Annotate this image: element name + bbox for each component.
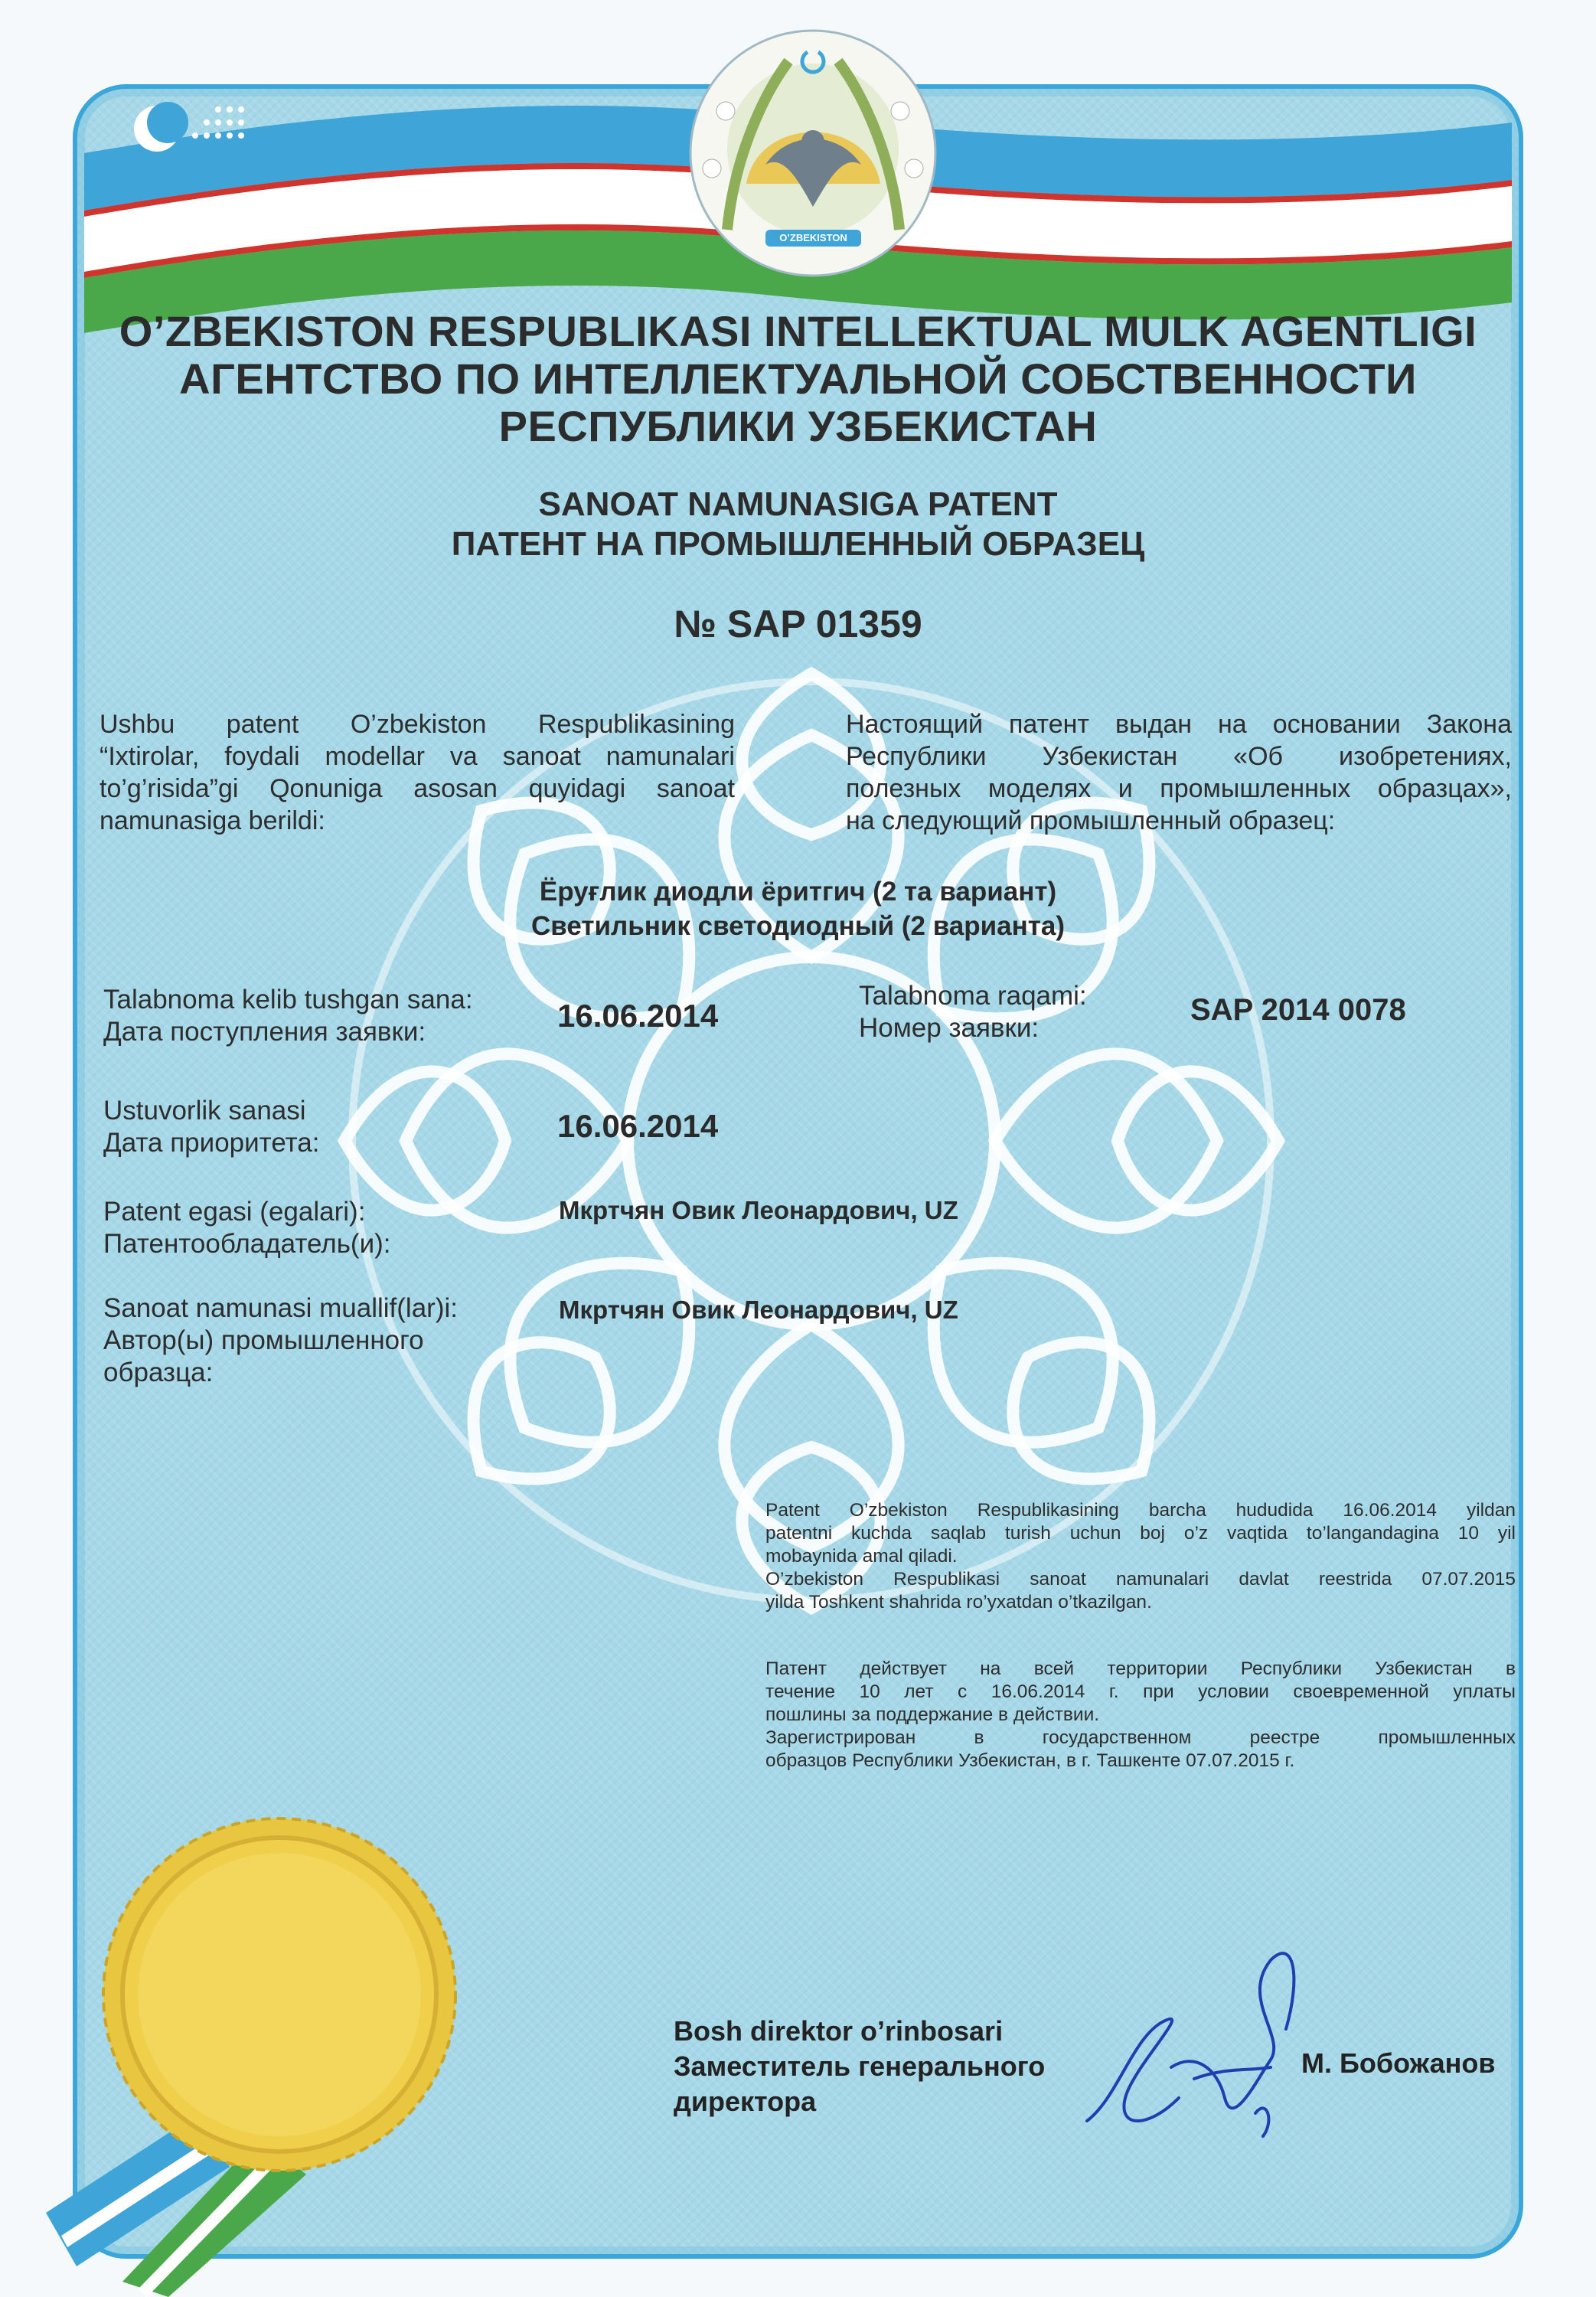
author-label-ru-line1: Автор(ы) промышленного <box>103 1325 424 1355</box>
validity-note-uz <box>765 1499 1516 1614</box>
intro-uz-line: namunasiga berildi: <box>100 806 325 835</box>
author-label-ru-line2: образца: <box>103 1358 214 1387</box>
validity-uz-line: yilda Toshkent shahrida ro’yxatdan o’tkazilgan. <box>765 1592 1152 1612</box>
priority-date-value: 16.06.2014 <box>557 1108 719 1144</box>
validity-ru-line: пошлины за поддержание в действии. <box>765 1704 1100 1725</box>
validity-uz-line: Patent O’zbekiston Respublikasining barcha hududida 16.06.2014 yildan <box>765 1500 1516 1521</box>
intro-uz-line: “Ixtirolar, foydali modellar va sanoat namunalari <box>100 742 735 771</box>
validity-ru-line: течение 10 лет с 16.06.2014 г. при условии своевременной уплаты <box>765 1681 1516 1702</box>
emblem-label: O’ZBEKISTON <box>779 232 847 243</box>
validity-note-ru <box>765 1658 1516 1773</box>
agency-name-ru-line2: РЕСПУБЛИКИ УЗБЕКИСТАН <box>498 402 1098 450</box>
application-number-value: SAP 2014 0078 <box>1190 993 1406 1027</box>
agency-name-ru-line1: АГЕНТСТВО ПО ИНТЕЛЛЕКТУАЛЬНОЙ СОБСТВЕННОСТИ <box>179 355 1417 403</box>
intro-uz-line: to’g’risida”gi Qonuniga asosan quyidagi sanoat <box>100 774 735 803</box>
filing-date-value: 16.06.2014 <box>557 998 719 1034</box>
priority-date-label-uz: Ustuvorlik sanasi <box>103 1096 306 1126</box>
handwritten-signature-icon <box>1087 1953 1294 2136</box>
signatory-title <box>674 2014 1045 2119</box>
patent-title-ru: ПАТЕНТ НА ПРОМЫШЛЕННЫЙ ОБРАЗЕЦ <box>451 525 1145 563</box>
gold-seal-icon <box>103 1818 455 2171</box>
validity-uz-line: mobaynida amal qiladi. <box>765 1546 958 1567</box>
validity-ru-line: Патент действует на всей территории Республики Узбекистан в <box>765 1658 1516 1679</box>
agency-name-uz: O’ZBEKISTON RESPUBLIKASI INTELLEKTUAL MULK AGENTLIGI <box>119 307 1477 355</box>
priority-date-label <box>103 1095 319 1159</box>
design-name-ru: Светильник светодиодный (2 варианта) <box>530 911 1066 941</box>
signatory-title-ru-line1: Заместитель генерального <box>674 2050 1046 2082</box>
design-name-uz: Ёруғлик диодли ёритгич (2 та вариант) <box>539 877 1057 907</box>
intro-ru-line: Республики Узбекистан «Об изобретениях, <box>846 742 1512 771</box>
author-label <box>103 1292 458 1389</box>
validity-uz-line: O’zbekiston Respublikasi sanoat namunalari davlat reestrida 07.07.2015 <box>765 1569 1516 1590</box>
application-number-label-ru: Номер заявки: <box>859 1013 1040 1043</box>
patent-title-uz: SANOAT NAMUNASIGA PATENT <box>538 485 1058 523</box>
patent-owner-label-uz: Patent egasi (egalari): <box>103 1197 366 1227</box>
priority-date-label-ru: Дата приоритета: <box>103 1128 320 1158</box>
filing-date-label-uz: Talabnoma kelib tushgan sana: <box>103 985 473 1015</box>
filing-date-label-ru: Дата поступления заявки: <box>103 1017 426 1047</box>
signatory-name: М. Бобожанов <box>1301 2047 1496 2079</box>
intro-paragraph-ru <box>846 708 1512 837</box>
patent-owner-value: Мкртчян Овик Леонардович, UZ <box>559 1196 958 1224</box>
intro-ru-line: на следующий промышленный образец: <box>846 806 1336 835</box>
patent-owner-label-ru: Патентообладатель(и): <box>103 1229 391 1259</box>
author-label-uz: Sanoat namunasi muallif(lar)i: <box>103 1293 458 1323</box>
signatory-title-ru-line2: директора <box>674 2086 817 2117</box>
patent-owner-label <box>103 1196 391 1260</box>
signatory-title-uz: Bosh direktor o’rinbosari <box>674 2015 1004 2047</box>
intro-paragraph-uz <box>100 708 735 837</box>
intro-uz-line: Ushbu patent O’zbekiston Respublikasining <box>100 710 735 739</box>
application-number-label-uz: Talabnoma raqami: <box>859 981 1087 1011</box>
validity-ru-line: образцов Республики Узбекистан, в г. Ташкенте 07.07.2015 г. <box>765 1750 1295 1771</box>
intro-ru-line: Настоящий патент выдан на основании Закона <box>846 710 1512 739</box>
validity-uz-line: patentni kuchda saqlab turish uchun boj o’z vaqtida to’langandagina 10 yil <box>765 1523 1516 1544</box>
author-value: Мкртчян Овик Леонардович, UZ <box>559 1296 958 1324</box>
intro-ru-line: полезных моделях и промышленных образцах», <box>846 774 1512 803</box>
patent-number: № SAP 01359 <box>674 603 922 645</box>
validity-ru-line: Зарегистрирован в государственном реестре промышленных <box>765 1727 1516 1748</box>
filing-date-label <box>103 984 473 1048</box>
application-number-label <box>859 980 1087 1044</box>
